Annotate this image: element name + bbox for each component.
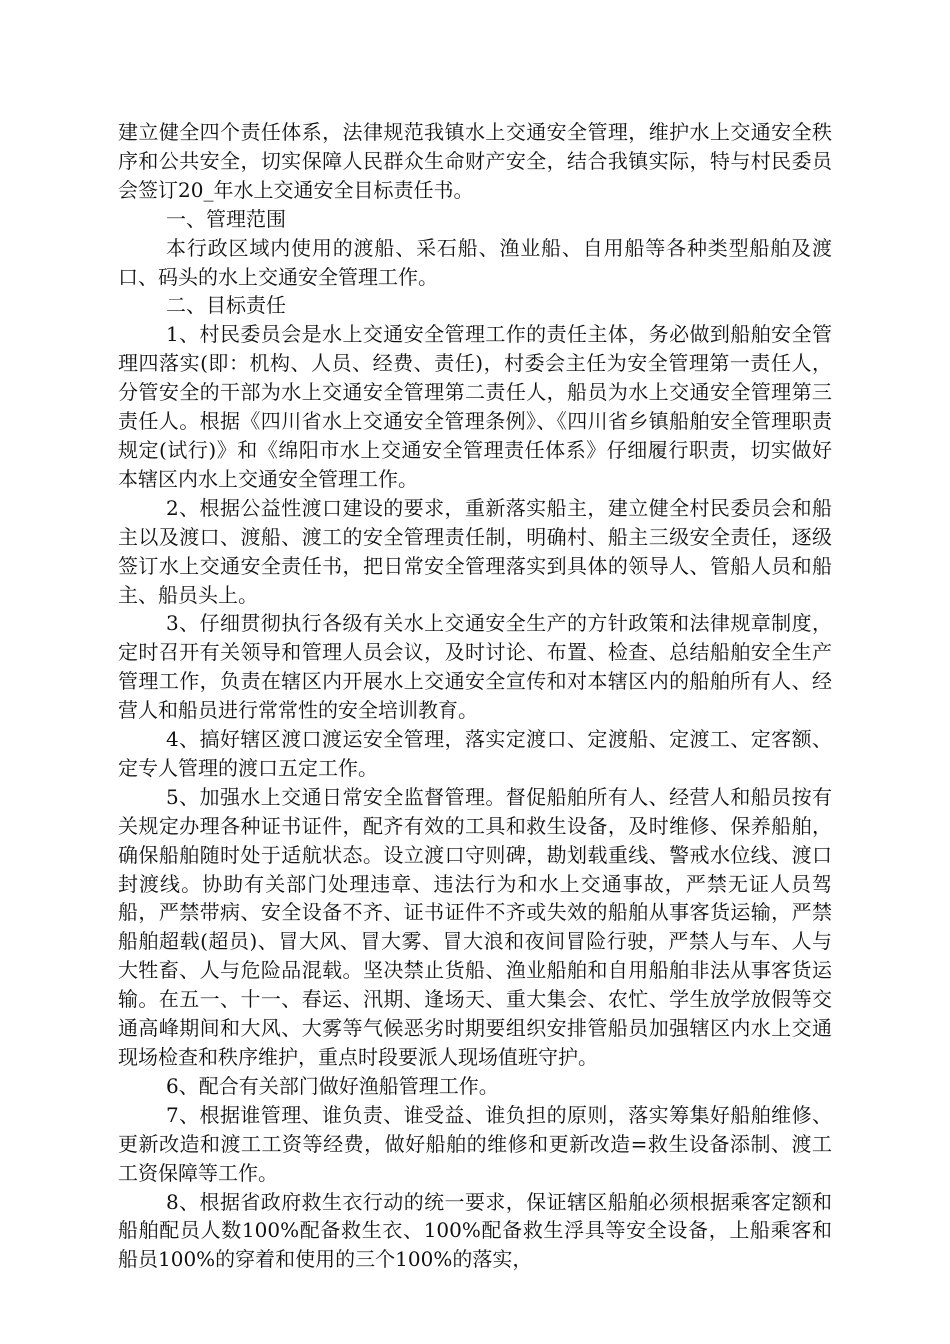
responsibility-item-6: 6、配合有关部门做好渔船管理工作。 [166,1073,499,1098]
intro-paragraph: 建立健全四个责任体系，法律规范我镇水上交通安全管理，维护水上交通安全秩序和公共安全，切实保障人民群众生命财产安全，结合我镇实际，特与村民委员会签订20_年水上交通安全目标责任书。 [118,120,832,202]
responsibility-item-5: 5、加强水上交通日常安全监督管理。督促船舶所有人、经营人和船员按有关规定办理各种证书证件，配齐有效的工具和救生设备，及时维修、保养船舶，确保船舶随时处于适航状态。设立渡口守则碑，勘划载重线、警戒水位线、渡口封渡线。协助有关部门处理违章、违法行为和水上交通事故，严禁无证人员驾船，严禁带病、安全设备不齐、证书证件不齐或失效的船舶从事客货运输，严禁船舶超载(超员)、冒大风、冒大雾、冒大浪和夜间冒险行驶，严禁人与车、人与大牲畜、人与危险品混载。坚决禁止货船、渔业船舶和自用船舶非法从事客货运输。在五一、十一、春运、汛期、逢场天、重大集会、农忙、学生放学放假等交通高峰期间和大风、大雾等气候恶劣时期要组织安排管船员加强辖区内水上交通现场检查和秩序维护，重点时段要派人现场值班守护。 [118,784,832,1069]
document-body [118,118,832,1274]
scope-paragraph: 本行政区域内使用的渡船、采石船、渔业船、自用船等各种类型船舶及渡口、码头的水上交通安全管理工作。 [118,235,832,289]
responsibility-item-7: 7、根据谁管理、谁负责、谁受益、谁负担的原则，落实筹集好船舶维修、更新改造和渡工工资等经费，做好船舶的维修和更新改造=救生设备添制、渡工工资保障等工作。 [118,1102,832,1185]
responsibility-item-3: 3、仔细贯彻执行各级有关水上交通安全生产的方针政策和法律规章制度，定时召开有关领导和管理人员会议，及时讨论、布置、检查、总结船舶安全生产管理工作，负责在辖区内开展水上交通安全宣传和对本辖区内的船舶所有人、经营人和船员进行常常性的安全培训教育。 [118,611,832,723]
responsibility-item-4: 4、搞好辖区渡口渡运安全管理，落实定渡口、定渡船、定渡工、定客额、定专人管理的渡口五定工作。 [118,727,832,780]
section-heading-responsibility: 二、目标责任 [166,293,286,318]
responsibility-item-1: 1、村民委员会是水上交通安全管理工作的责任主体，务必做到船舶安全管理四落实(即：机构、人员、经费、责任)，村委会主任为安全管理第一责任人，分管安全的干部为水上交通安全管理第二责任人，船员为水上交通安全管理第三责任人。根据《四川省水上交通安全管理条例》、《四川省乡镇船舶安全管理职责规定(试行)》和《绵阳市水上交通安全管理责任体系》仔细履行职责，切实做好本辖区内水上交通安全管理工作。 [118,322,832,491]
section-heading-scope: 一、管理范围 [166,206,286,231]
responsibility-item-2: 2、根据公益性渡口建设的要求，重新落实船主，建立健全村民委员会和船主以及渡口、渡船、渡工的安全管理责任制，明确村、船主三级安全责任，逐级签订水上交通安全责任书，把日常安全管理落实到具体的领导人、管船人员和船主、船员头上。 [118,495,832,607]
responsibility-item-8: 8、根据省政府救生衣行动的统一要求，保证辖区船舶必须根据乘客定额和船舶配员人数100%配备救生衣、100%配备救生浮具等安全设备，上船乘客和船员100%的穿着和使用的三个100%的落实， [118,1189,832,1272]
